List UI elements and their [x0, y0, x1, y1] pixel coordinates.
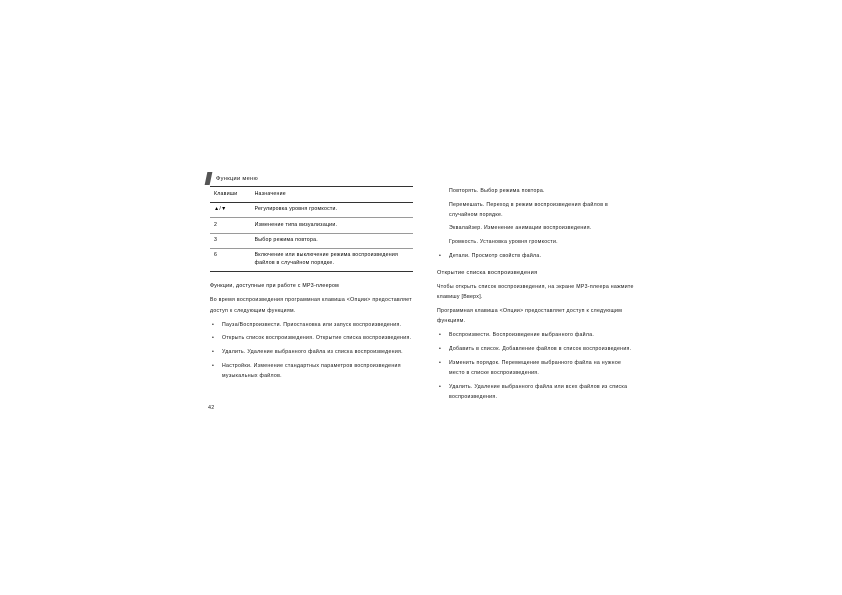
left-section-heading: Функции, доступные при работе с МР3-плеером: [210, 283, 340, 290]
page-number: 42: [208, 405, 215, 411]
right-section-intro-2: Программная клавиша <Опции> предоставляет доступ к следующим функциям.: [437, 308, 623, 325]
bullet-icon: •: [212, 335, 215, 342]
table-cell-desc: Изменение типа визуализации.: [253, 218, 413, 233]
bullet-icon: •: [439, 346, 442, 353]
bullet-icon: •: [212, 321, 215, 328]
left-column: [210, 186, 415, 384]
bullet-icon: •: [212, 362, 215, 369]
right-column: [437, 186, 637, 405]
table-row: [210, 202, 413, 217]
list-item: [437, 251, 637, 261]
list-item-continued: Повторять. Выбор режима повтора.: [449, 188, 545, 194]
table-header-keys: Клавиши: [210, 187, 253, 203]
table-row: [210, 218, 413, 233]
left-options-list: [210, 320, 415, 381]
table-row: [210, 233, 413, 248]
table-cell-key: 6: [210, 249, 253, 272]
list-item: [210, 361, 415, 381]
page-header: [206, 172, 258, 185]
header-accent-bar: [205, 172, 213, 185]
list-item-label: Изменить порядок. Перемещение выбранного файла на нужное место в списке воспроизведения.: [449, 359, 622, 376]
page-title: Функции меню: [216, 175, 259, 182]
right-options-list: [437, 330, 637, 401]
list-item-continued: Громкость. Установка уровня громкости.: [449, 239, 558, 246]
bullet-icon: •: [439, 359, 442, 366]
list-item-label: Добавить в список. Добавление файлов в список воспроизведения.: [449, 346, 632, 353]
table-cell-desc: Регулировка уровня громкости.: [253, 202, 413, 217]
left-section-intro: Во время воспроизведения программная клавиша <Опции> предоставляет доступ к следующим функциям.: [210, 297, 412, 314]
list-item: [437, 382, 637, 402]
table-header-row: [210, 187, 413, 203]
bullet-icon: •: [439, 383, 442, 390]
list-item: [437, 344, 637, 354]
list-item: [210, 347, 415, 357]
bullet-icon: •: [212, 349, 215, 356]
list-item-label: Детали. Просмотр свойств файла.: [449, 252, 542, 259]
list-item-label: Удалить. Удаление выбранного файла или всех файлов из списка воспроизведения.: [449, 383, 628, 400]
list-item-label: Открыть список воспроизведения. Открытие списка воспроизведения.: [222, 335, 412, 342]
list-item: [210, 333, 415, 343]
keys-table: [210, 186, 413, 272]
table-header-purpose: Назначение: [253, 187, 413, 203]
list-item-label: Удалить. Удаление выбранного файла из списка воспроизведения.: [222, 349, 403, 356]
list-item-label: Пауза/Воспроизвести. Приостановка или запуск воспроизведения.: [222, 321, 402, 328]
table-cell-desc: Включение или выключение режима воспроизведения файлов в случайном порядке.: [253, 249, 413, 272]
table-row: [210, 249, 413, 272]
list-item: [437, 330, 637, 340]
right-section-heading: Открытие списка воспроизведения: [437, 269, 538, 276]
bullet-icon: •: [439, 252, 442, 259]
list-item-continued: Перемешать. Переход в режим воспроизведения файлов в случайном порядке.: [449, 201, 609, 218]
table-cell-key: ▲/▼: [210, 202, 253, 217]
list-item-continued: Эквалайзер. Изменение анимации воспроизведения.: [449, 225, 592, 232]
list-item: [210, 320, 415, 330]
table-cell-key: 2: [210, 218, 253, 233]
list-item-label: Воспроизвести. Воспроизведение выбранного файла.: [449, 332, 595, 339]
table-cell-desc: Выбор режима повтора.: [253, 233, 413, 248]
list-item-label: Настройки. Изменение стандартных параметров воспроизведения музыкальных файлов.: [222, 362, 401, 379]
bullet-icon: •: [439, 332, 442, 339]
table-cell-key: 3: [210, 233, 253, 248]
list-item: [437, 358, 637, 378]
right-detail-list: [437, 251, 637, 261]
right-section-intro-1: Чтобы открыть список воспроизведения, на экране МР3-плеера нажмите клавишу [Вверх].: [437, 283, 634, 301]
